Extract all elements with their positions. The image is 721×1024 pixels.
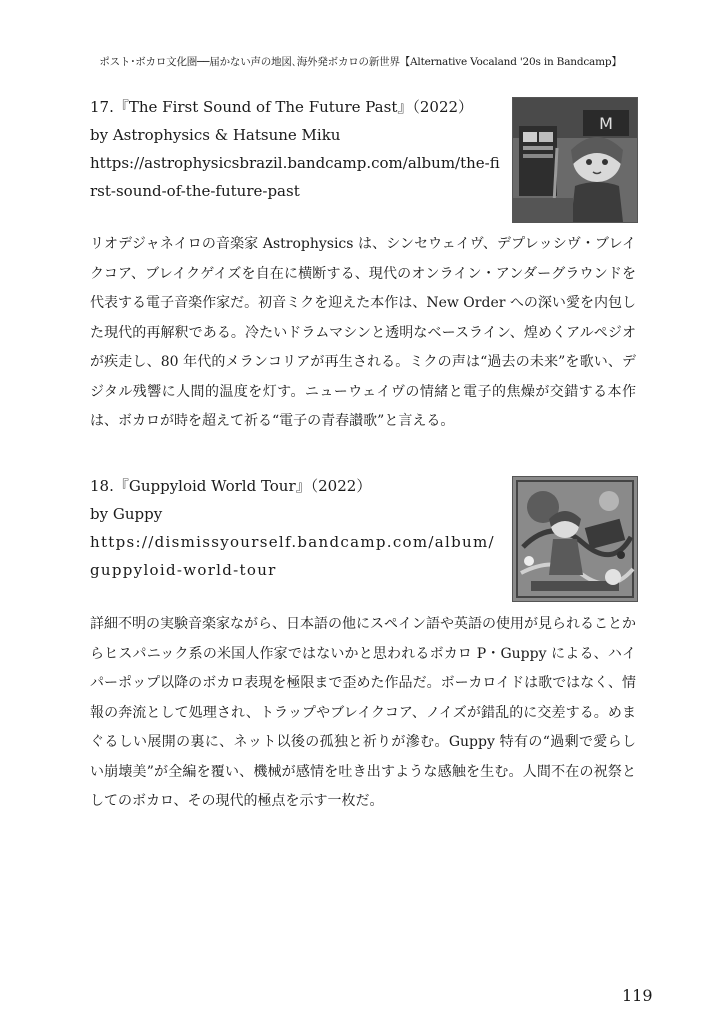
entry-17-cover-art: [512, 97, 638, 223]
svg-text:M: M: [599, 114, 613, 133]
entry-17-description: [90, 230, 636, 437]
entry-18-title: 18.『Guppyloid World Tour』（2022）: [90, 477, 372, 495]
entry-18-cover-art: [512, 476, 638, 602]
entry-17-artist: by Astrophysics & Hatsune Miku: [90, 126, 341, 144]
entry-18-description-text: 詳細不明の実験音楽家ながら、日本語の他にスペイン語や英語の使用が見られることからヒスパニック系の米国人作家ではないかと思われるボカロ P・Guppy による、ハイパーポップ以降のボカロ表現を極限まで歪めた作品だ。ボーカロイドは歌ではなく、情報の奔流として処理され、トラップやブレイクコア、ノイズが錯乱的に交差する。めまぐるしい展開の裏に、ネット以後の孤独と祈りが滲む。Guppy 特有の“過剰で愛らしい崩壊美”が全編を覆い、機械が感情を吐き出すような感触を生む。人間不在の祝祭としてのボカロ、その現代的極点を示す一枚だ。: [90, 616, 636, 809]
entry-18-header: [90, 472, 505, 584]
entry-18-description: [90, 610, 636, 817]
entry-17-header: [90, 93, 505, 205]
running-header: ポスト･ボカロ文化圏──届かない声の地図､海外発ボカロの新世界【Alternative Vocaland '20s in Bandcamp】: [99, 56, 622, 68]
entry-17-url[interactable]: https://astrophysicsbrazil.bandcamp.com/album/the-first-sound-of-the-future-past: [90, 154, 500, 200]
entry-17-cover-illustration: [513, 98, 637, 222]
entry-17-title: 17.『The First Sound of The Future Past』（2022）: [90, 98, 474, 116]
entry-17-description-text: リオデジャネイロの音楽家 Astrophysics は、シンセウェイヴ、デプレッシヴ・ブレイクコア、ブレイクゲイズを自在に横断する、現代のオンライン・アンダーグラウンドを代表する電子音楽作家だ。初音ミクを迎えた本作は、New Order への深い愛を内包した現代的再解釈である。冷たいドラムマシンと透明なベースライン、煌めくアルペジオが疾走し、80 年代的メランコリアが再生される。ミクの声は“過去の未来”を歌い、デジタル残響に人間的温度を灯す。ニューウェイヴの情緒と電子的焦燥が交錯する本作は、ボカロが時を超えて祈る“電子の青春讃歌”と言える。: [90, 236, 636, 429]
entry-18-cover-illustration: [513, 477, 637, 601]
entry-18-url[interactable]: https://dismissyourself.bandcamp.com/album/guppyloid-world-tour: [90, 533, 495, 579]
page-number: 119: [622, 986, 653, 1005]
entry-18-artist: by Guppy: [90, 505, 163, 523]
